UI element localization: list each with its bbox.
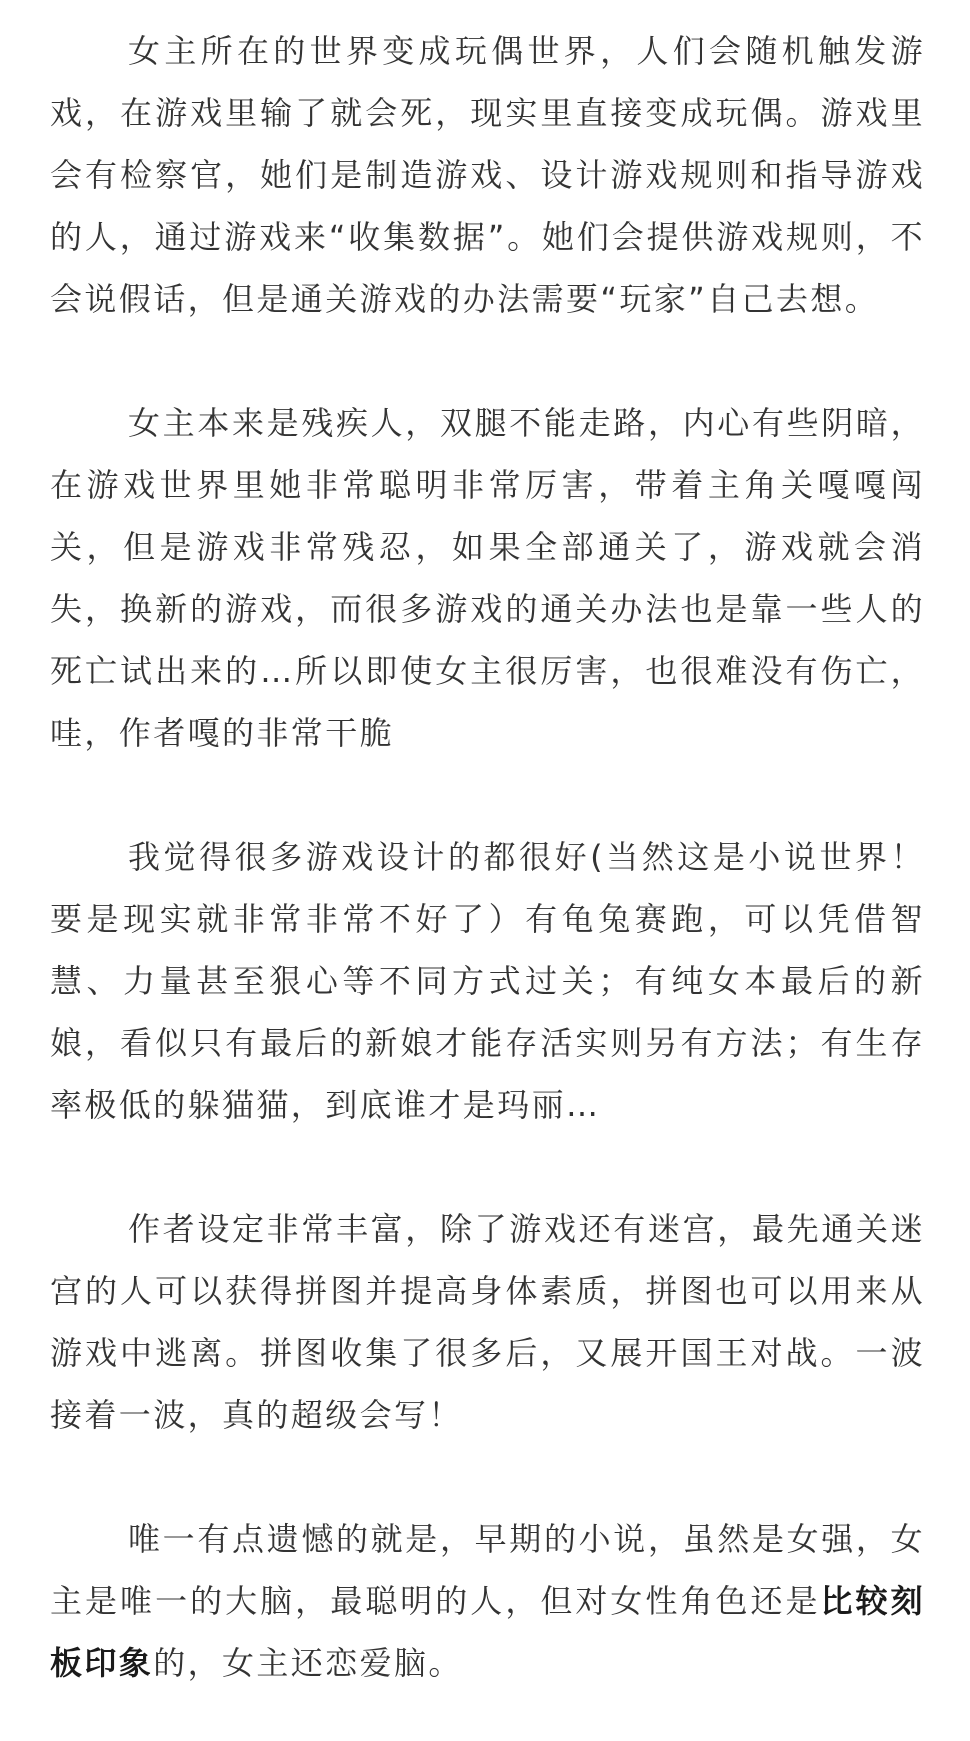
paragraph-game-designs: 我觉得很多游戏设计的都很好(当然这是小说世界！要是现实就非常非常不好了）有龟兔赛跑，可以凭借智慧、力量甚至狠心等不同方式过关；有纯女本最后的新娘，看似只有最后的新娘才能存活实则另有方法；有生存率极低的躲猫猫，到底谁才是玛丽… (50, 838, 925, 1124)
article-body (50, 20, 925, 1694)
paragraph-heroine: 女主本来是残疾人，双腿不能走路，内心有些阴暗，在游戏世界里她非常聪明非常厉害，带着主角关嘎嘎闯关，但是游戏非常残忍，如果全部通关了，游戏就会消失，换新的游戏，而很多游戏的通关办法也是靠一些人的死亡试出来的…所以即使女主很厉害，也很难没有伤亡，哇，作者嘎的非常干脆 (50, 404, 925, 752)
paragraph-regret (50, 1508, 925, 1694)
paragraph-setting-richness: 作者设定非常丰富，除了游戏还有迷宫，最先通关迷宫的人可以获得拼图并提高身体素质，拼图也可以用来从游戏中逃离。拼图收集了很多后，又展开国王对战。一波接着一波，真的超级会写！ (50, 1210, 925, 1434)
regret-text-before: 唯一有点遗憾的就是，早期的小说，虽然是女强，女主是唯一的大脑，最聪明的人，但对女性角色还是 (50, 1520, 925, 1620)
regret-text-after: 的，女主还恋爱脑。 (153, 1644, 463, 1682)
paragraph-world-setting: 女主所在的世界变成玩偶世界，人们会随机触发游戏，在游戏里输了就会死，现实里直接变成玩偶。游戏里会有检察官，她们是制造游戏、设计游戏规则和指导游戏的人，通过游戏来“收集数据”。她们会提供游戏规则，不会说假话，但是通关游戏的办法需要“玩家”自己去想。 (50, 32, 925, 318)
text-fade-overlay (497, 763, 587, 817)
emphasized-text: 比较刻板印象 (50, 1582, 925, 1682)
